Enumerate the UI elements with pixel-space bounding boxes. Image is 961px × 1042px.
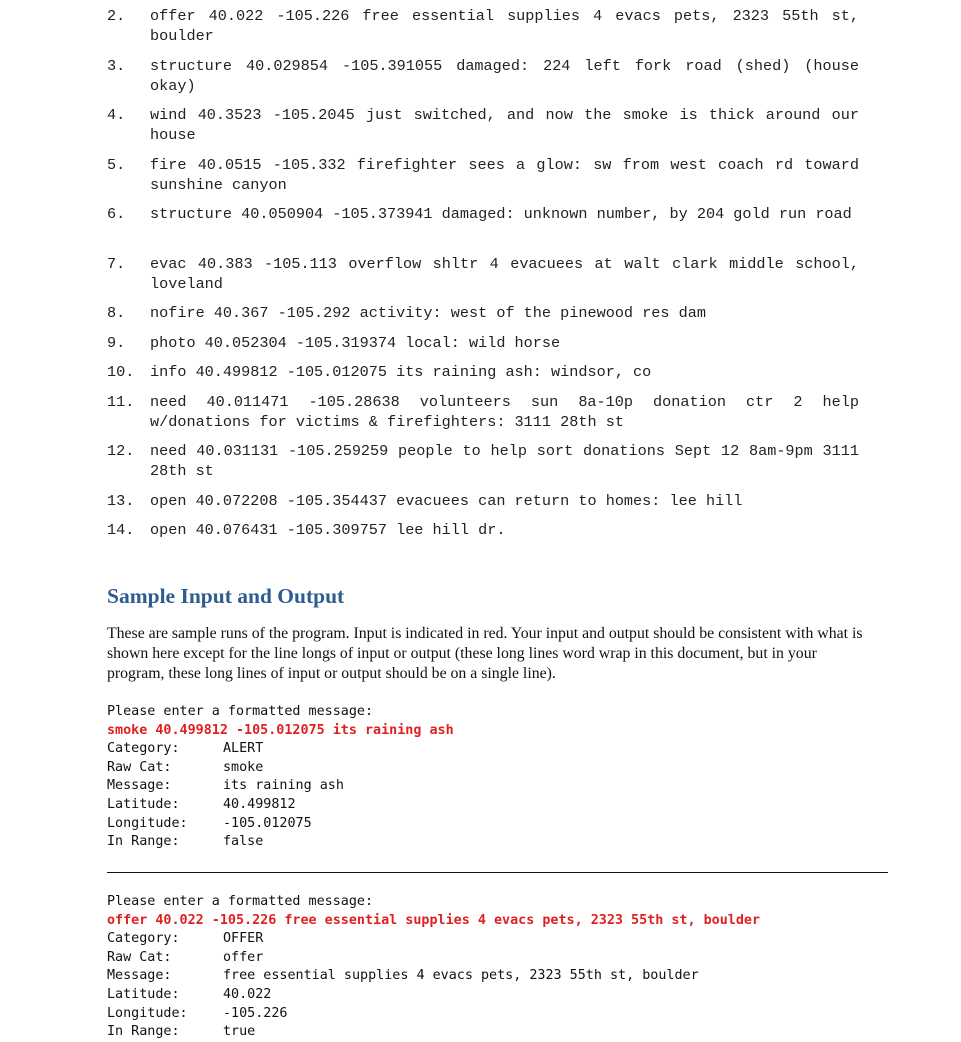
list-item (107, 333, 859, 363)
sample-run (107, 703, 887, 852)
prompt-line: Please enter a formatted message: (107, 894, 374, 909)
output-key: Longitude: (107, 815, 188, 831)
list-item (107, 204, 859, 254)
output-key: Message: (107, 778, 172, 794)
output-value: OFFER (223, 931, 264, 947)
list-number: 12. (107, 442, 135, 460)
list-item (107, 491, 859, 521)
prompt-line: Please enter a formatted message: (107, 704, 374, 719)
message-list (107, 6, 859, 550)
list-text: offer 40.022 -105.226 free essential supplies 4 evacs pets, 2323 55th st, boulder (150, 7, 859, 45)
output-key: In Range: (107, 834, 180, 850)
output-row (107, 986, 887, 1005)
output-key: Raw Cat: (107, 949, 172, 965)
output-key: In Range: (107, 1024, 180, 1040)
output-key: Category: (107, 741, 180, 757)
list-item (107, 362, 859, 392)
list-text: fire 40.0515 -105.332 firefighter sees a glow: sw from west coach rd toward sunshine canyon (150, 155, 859, 194)
section-intro: These are sample runs of the program. Input is indicated in red. Your input and output should be consistent with what is shown here except for the line longs of input or output (these long lines word wrap in this document, but in your program, these long lines of input or output should be on a single line). (107, 625, 863, 682)
list-number: 11. (107, 392, 135, 411)
list-text: need 40.031131 -105.259259 people to help sort donations Sept 12 8am-9pm 3111 28th st (150, 442, 859, 480)
output-row (107, 930, 887, 949)
output-value: -105.226 (223, 1005, 288, 1021)
list-number: 6. (107, 205, 126, 223)
output-row (107, 967, 887, 986)
list-number: 3. (107, 56, 126, 75)
output-row (107, 796, 887, 815)
list-text: structure 40.029854 -105.391055 damaged: 224 left fork road (shed) (house okay) (150, 56, 859, 95)
list-text: photo 40.052304 -105.319374 local: wild horse (150, 333, 561, 352)
list-text: open 40.076431 -105.309757 lee hill dr. (150, 521, 506, 539)
list-text: evac 40.383 -105.113 overflow shltr 4 evacuees at walt clark middle school, loveland (150, 254, 859, 293)
output-row (107, 1023, 887, 1042)
list-item (107, 6, 859, 56)
output-key: Longitude: (107, 1005, 188, 1021)
output-key: Latitude: (107, 796, 180, 812)
output-value: ALERT (223, 741, 264, 757)
list-number: 9. (107, 333, 126, 352)
output-value: 40.499812 (223, 796, 296, 812)
list-item (107, 520, 859, 550)
list-text: info 40.499812 -105.012075 its raining ash: windsor, co (150, 363, 652, 381)
output-value: offer (223, 949, 264, 965)
list-number: 8. (107, 304, 126, 322)
list-text: nofire 40.367 -105.292 activity: west of the pinewood res dam (150, 304, 706, 322)
output-row (107, 949, 887, 968)
output-key: Message: (107, 968, 172, 984)
list-item (107, 303, 859, 333)
output-value: 40.022 (223, 986, 272, 1002)
output-key: Raw Cat: (107, 759, 172, 775)
list-text: need 40.011471 -105.28638 volunteers sun 8a-10p donation ctr 2 help w/donations for victims & firefighters: 3111 28th st (150, 392, 859, 431)
output-value: -105.012075 (223, 815, 312, 831)
output-row (107, 777, 887, 796)
output-key: Latitude: (107, 986, 180, 1002)
list-item (107, 56, 859, 106)
list-number: 13. (107, 491, 135, 510)
output-row (107, 740, 887, 759)
list-text: wind 40.3523 -105.2045 just switched, and now the smoke is thick around our house (150, 106, 859, 144)
output-value: true (223, 1024, 256, 1040)
output-value: its raining ash (223, 778, 344, 794)
list-number: 5. (107, 155, 126, 174)
list-item (107, 254, 859, 304)
output-key: Category: (107, 931, 180, 947)
output-row (107, 833, 887, 852)
input-line: smoke 40.499812 -105.012075 its raining ash (107, 722, 454, 738)
list-text: structure 40.050904 -105.373941 damaged: unknown number, by 204 gold run road (150, 205, 852, 223)
output-value: false (223, 834, 264, 850)
output-value: free essential supplies 4 evacs pets, 2323 55th st, boulder (223, 968, 699, 984)
list-item (107, 155, 859, 205)
output-value: smoke (223, 759, 264, 775)
input-line: offer 40.022 -105.226 free essential supplies 4 evacs pets, 2323 55th st, boulder (107, 912, 761, 928)
list-item (107, 392, 859, 442)
list-number: 2. (107, 7, 126, 25)
list-item (107, 441, 859, 491)
section-divider (107, 872, 888, 873)
list-number: 14. (107, 521, 135, 539)
list-number: 4. (107, 106, 126, 124)
list-number: 10. (107, 363, 135, 381)
list-text: open 40.072208 -105.354437 evacuees can return to homes: lee hill (150, 491, 743, 510)
output-row (107, 1005, 887, 1024)
list-number: 7. (107, 254, 126, 273)
output-row (107, 759, 887, 778)
output-row (107, 815, 887, 834)
sample-run (107, 893, 887, 1042)
section-heading: Sample Input and Output (107, 584, 345, 608)
list-item (107, 105, 859, 155)
